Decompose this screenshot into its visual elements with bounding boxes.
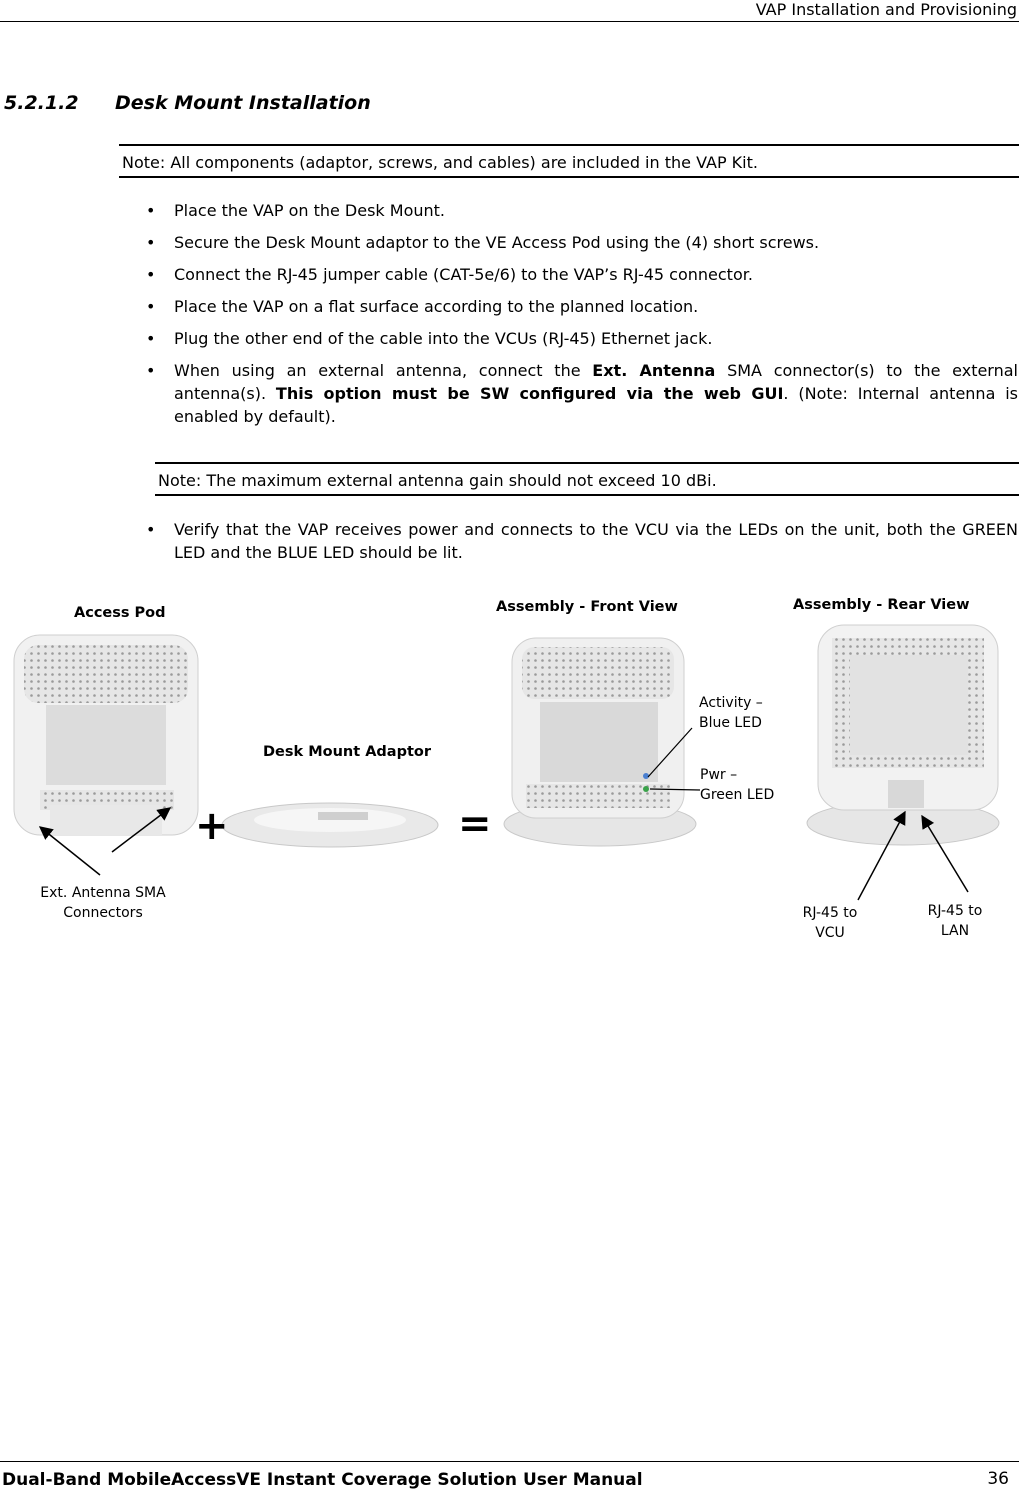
- assembly-front-view-image: [504, 638, 696, 846]
- section-number: 5.2.1.2: [4, 92, 79, 114]
- plus-sign: +: [195, 803, 229, 849]
- antenna-gain-note: [155, 462, 1019, 496]
- footer-rule: [0, 1461, 1019, 1462]
- components-note-text: Note: All components (adaptor, screws, and cables) are included in the VAP Kit.: [122, 153, 758, 172]
- rj45-vcu-label: RJ-45 to VCU: [802, 905, 858, 941]
- ext-antenna-label: Ext. Antenna SMA Connectors: [40, 885, 166, 921]
- verify-steps: [146, 518, 1018, 573]
- pwr-led-label: Pwr – Green LED: [700, 767, 775, 803]
- access-pod-label: Access Pod: [74, 605, 166, 621]
- step-item: • Place the VAP on the Desk Mount.: [146, 199, 1018, 222]
- front-view-label: Assembly - Front View: [496, 599, 678, 615]
- assembly-rear-view-image: [807, 625, 999, 845]
- running-header: VAP Installation and Provisioning: [755, 0, 1017, 19]
- equals-sign: =: [458, 801, 492, 847]
- components-note: [119, 144, 1019, 178]
- step-item: • Connect the RJ-45 jumper cable (CAT-5e/6) to the VAP’s RJ-45 connector.: [146, 263, 1018, 286]
- step-item-antenna: • When using an external antenna, connect the Ext. Antenna SMA connector(s) to the external antenna(s). This option must be SW configured via the web GUI. (Note: Internal antenna is enabled by default).: [146, 359, 1018, 428]
- installation-steps: [146, 199, 1018, 437]
- antenna-gain-note-text: Note: The maximum external antenna gain should not exceed 10 dBi.: [158, 471, 717, 490]
- step-item-verify: • Verify that the VAP receives power and connects to the VCU via the LEDs on the unit, both the GREEN LED and the BLUE LED should be lit.: [146, 518, 1018, 564]
- header-rule: [0, 21, 1019, 22]
- section-heading: [4, 92, 371, 114]
- desk-mount-adaptor-label: Desk Mount Adaptor: [263, 744, 432, 760]
- ext-antenna-term: Ext. Antenna: [592, 361, 716, 380]
- step-item: • Plug the other end of the cable into the VCUs (RJ-45) Ethernet jack.: [146, 327, 1018, 350]
- step-item: • Secure the Desk Mount adaptor to the VE Access Pod using the (4) short screws.: [146, 231, 1018, 254]
- rear-view-label: Assembly - Rear View: [793, 597, 970, 613]
- section-title: Desk Mount Installation: [115, 92, 371, 114]
- step-item: • Place the VAP on a flat surface according to the planned location.: [146, 295, 1018, 318]
- access-pod-image: [14, 635, 198, 835]
- rj45-lan-label: RJ-45 to LAN: [927, 903, 983, 939]
- activity-led-label: Activity – Blue LED: [699, 695, 763, 731]
- sw-config-warning: This option must be SW configured via the web GUI: [275, 384, 784, 403]
- desk-mount-adaptor-image: [222, 803, 438, 847]
- page-number: 36: [987, 1469, 1009, 1489]
- footer-title: Dual-Band MobileAccessVE Instant Coverage Solution User Manual: [2, 1470, 643, 1490]
